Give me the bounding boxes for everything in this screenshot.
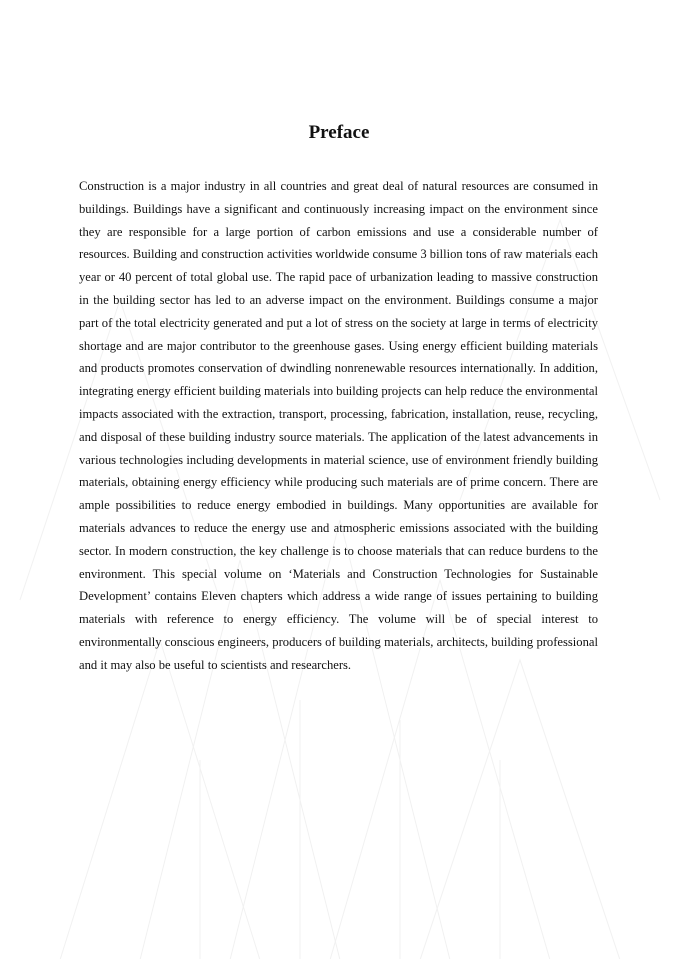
page-title: Preface: [308, 122, 370, 143]
preface-paragraph: Construction is a major industry in all countries and great deal of natural resources are consumed in buildings. Buildings have a significant and continuously increasing impact on the environment since they are responsible for a large portion of carbon emissions and use a considerable number of resources. Building and construction activities worldwide consume 3 billion tons of raw materials each year or 40 percent of total global use. The rapid pace of urbanization leading to massive construction in the building sector has led to an adverse impact on the environment. Buildings consume a major part of the total electricity generated and put a lot of stress on the society at large in terms of electricity shortage and are major contributor to the greenhouse gases. Using energy efficient building materials and products promotes conservation of dwindling nonrenewable resources internationally. In addition, integrating energy efficient building materials into building projects can help reduce the environmental impacts associated with the extraction, transport, processing, fabrication, installation, reuse, recycling, and disposal of these building industry source materials. The application of the latest advancements in various technologies including developments in material science, use of environment friendly building materials, obtaining energy efficiency while producing such materials are of prime concern. There are ample possibilities to reduce energy embodied in buildings. Many opportunities are available for materials advances to reduce the energy use and atmospheric emissions associated with the building sector. In modern construction, the key challenge is to choose materials that can reduce burdens to the environment. This special volume on ‘Materials and Construction Technologies for Sustainable Development’ contains Eleven chapters which address a wide range of issues pertaining to building materials with reference to energy efficiency. The volume will be of special interest to environmentally conscious engineers, producers of building materials, architects, building professional and it may also be useful to scientists and researchers.: [79, 179, 599, 672]
